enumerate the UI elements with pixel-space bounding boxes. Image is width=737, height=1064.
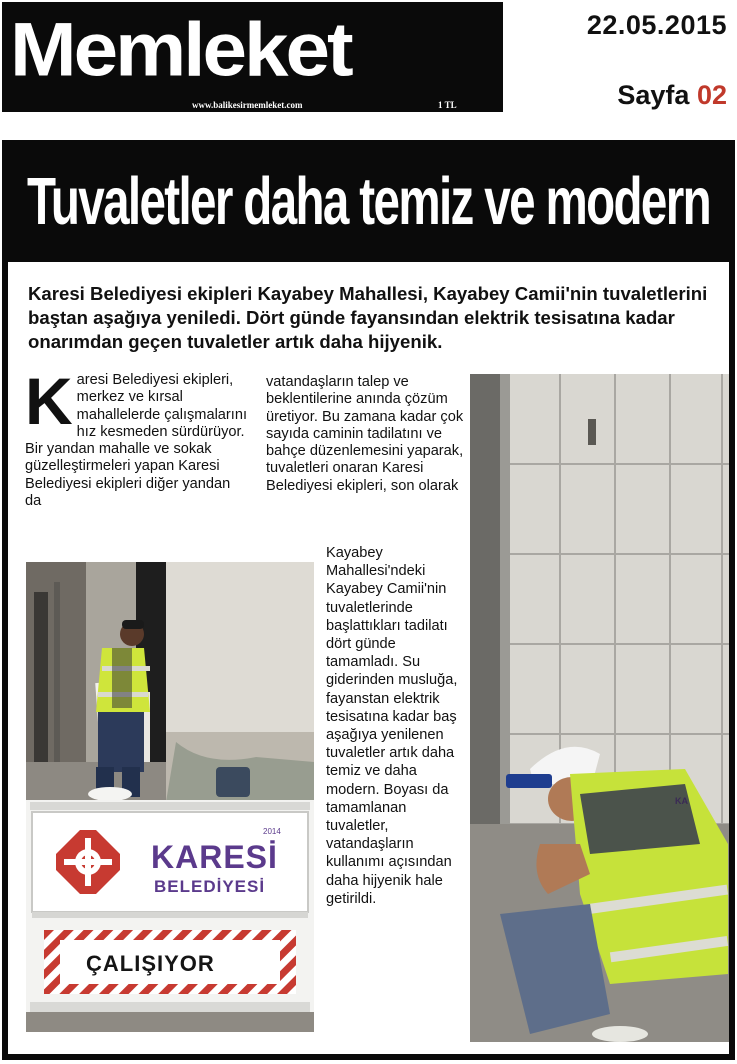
masthead — [2, 2, 503, 112]
article-frame — [2, 140, 735, 1060]
photo-worker-barrier — [26, 562, 314, 1032]
page-prefix: Sayfa — [617, 80, 690, 110]
masthead-price: 1 TL — [438, 100, 457, 110]
barrier-warning-text: ÇALIŞIYOR — [86, 951, 215, 976]
drop-cap: K — [25, 364, 73, 438]
photo-worker-tiling — [470, 374, 729, 1042]
article-column-2-top: vatandaşların talep ve beklentilerine anında çözüm üretiyor. Bu zamana kadar çok sayıda caminin tadilatını ve bahçe düzenlemesini yaparak, tuvaletleri onaran Karesi Belediyesi ekipleri, son olarak — [266, 374, 464, 494]
page-number: 02 — [696, 80, 727, 110]
barrier-sub-text: BELEDİYESİ — [154, 877, 266, 896]
article-column-1 — [25, 364, 250, 510]
page-label — [617, 80, 727, 111]
article-lede: Karesi Belediyesi ekipleri Kayabey Mahallesi, Kayabey Camii'nin tuvaletlerini baştan aşağıya yeniledi. Dört günde fayansından elektrik tesisatına kadar onarımdan geçen tuvaletler artık daha hijyenik. — [28, 283, 708, 352]
barrier-brand-text: KARESİ — [151, 839, 278, 875]
masthead-url: www.balikesirmemleket.com — [192, 100, 303, 110]
article-headline: Tuvaletler daha temiz ve modern — [26, 163, 711, 239]
article-column-2-narrow: Kayabey Mahallesi'ndeki Kayabey Camii'nin tuvaletlerinde başlattıkları tadilatı dört günde tamamladı. Su giderinden musluğa, fayanstan elektrik tesisatına kadar baş aşağıya yenilenen tuvaletler artık daha temiz ve daha modern. Boyası da tamamlanan tuvaletler, vatandaşların kullanımı açısından daha hijyenik hale getirildi. — [326, 545, 458, 907]
column-1-text: aresi Belediyesi ekipleri, merkez ve kırsal mahallelerde çalışmalarını hız kesmeden sürdürüyor. Bir yandan mahalle ve sokak güzelleştirmeleri yapan Karesi Belediyesi ekipleri diğer yandan da — [25, 372, 248, 510]
issue-date: 22.05.2015 — [586, 10, 727, 40]
masthead-title: Memleket — [10, 6, 351, 92]
headline-bar — [2, 140, 735, 262]
vest-text: KA — [675, 796, 688, 806]
article-body — [8, 262, 729, 1054]
barrier-year-text: 2014 — [263, 827, 281, 836]
